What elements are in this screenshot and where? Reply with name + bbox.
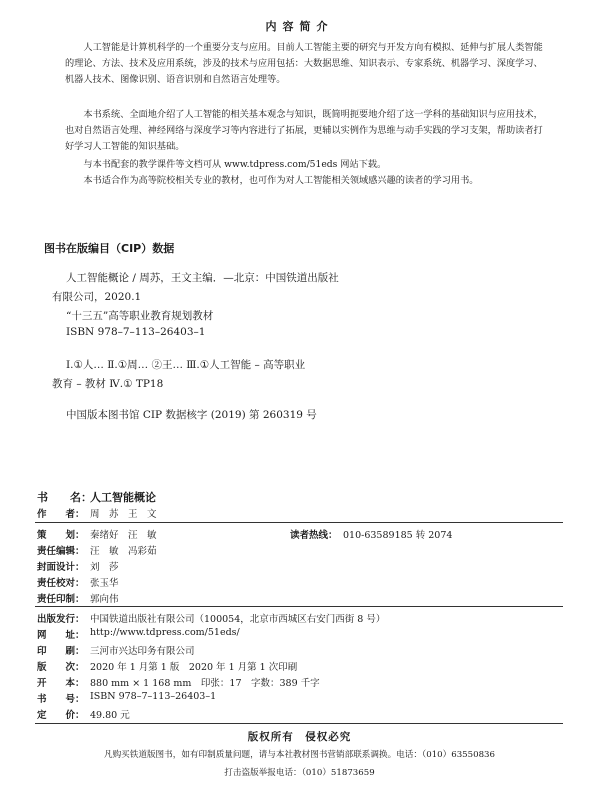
cip-classification: Ⅰ.①人… Ⅱ.①周… ②王… Ⅲ.①人工智能 – 高等职业 [66,359,306,371]
website-label: 网 址： [37,630,85,641]
print-manager: 郭向伟 [90,594,119,605]
book-title-label: 书 名： [37,491,92,504]
price: 49.80 元 [90,710,130,721]
planning-label: 策 划： [37,530,85,541]
author: 周 苏 王 文 [90,509,157,520]
isbn: ISBN 978–7–113–26403–1 [90,691,217,702]
intro-paragraph-1: 人工智能是计算机科学的一个重要分支与应用。目前人工智能主要的研究与开发方向有模拟、延伸与扩展人类智能的理论、方法、技术及应用系统，涉及的技术与应用包括：大数据思维、知识表示、专家系统、机器学习、深度学习、机器人技术、图像识别、语音识别和自然语言处理等。 [65,42,543,85]
format-label: 开 本： [37,678,85,689]
printer: 三河市兴达印务有限公司 [90,646,195,657]
editor: 汪 敏 冯彩茹 [90,546,157,557]
publisher: 中国铁道出版社有限公司（100054，北京市西城区右安门西街 8 号） [90,614,386,625]
cover-design: 刘 莎 [90,562,119,573]
intro-paragraph-2: 本书系统、全面地介绍了人工智能的相关基本观念与知识，既简明扼要地介绍了这一学科的基础知识与应用技术，也对自然语言处理、神经网络与深度学习等内容进行了拓展，更辅以实例作为思维与动手实践的学习支架，帮助读者打好学习人工智能的知识基础。 [65,109,543,152]
proofreader-label: 责任校对： [37,578,85,589]
planning: 秦绪好 汪 敏 [90,530,157,541]
edition-label: 版 次： [37,662,85,673]
cip-series: “十三五”高等职业教育规划教材 [66,310,214,322]
edition: 2020 年 1 月第 1 版 2020 年 1 月第 1 次印刷 [90,662,298,673]
author-label: 作 者： [37,509,85,520]
hotline: 010-63589185 转 2074 [343,530,453,541]
publisher-label: 出版发行： [37,614,85,625]
copyright-notice: 版权所有 侵权必究 [247,731,352,743]
cip-isbn: ISBN 978–7–113–26403–1 [66,326,206,338]
isbn-label: 书 号： [37,694,85,705]
cip-classification: 教育 – 教材 Ⅳ.① TP18 [52,378,164,390]
cip-heading: 图书在版编目（CIP）数据 [44,242,175,255]
website: http://www.tdpress.com/51eds/ [90,627,240,638]
proofreader: 张玉华 [90,578,119,589]
divider [35,723,563,724]
format: 880 mm × 1 168 mm 印张：17 字数：389 千字 [90,678,320,689]
piracy-report: 打击盗版举报电话：（010）51873659 [224,768,375,778]
editor-label: 责任编辑： [37,546,85,557]
divider [35,606,563,607]
hotline-label: 读者热线： [290,530,338,541]
printer-label: 印 刷： [37,646,85,657]
divider [35,522,563,523]
print-manager-label: 责任印制： [37,594,85,605]
intro-paragraph-4: 本书适合作为高等院校相关专业的教材，也可作为对人工智能相关领域感兴趣的读者的学习用书。 [83,175,479,186]
cip-line: 人工智能概论 / 周苏，王文主编．—北京：中国铁道出版社 [66,272,339,284]
cip-line: 有限公司，2020.1 [52,291,142,303]
cover-design-label: 封面设计： [37,562,85,573]
book-title: 人工智能概论 [90,491,156,504]
cip-record-number: 中国版本图书馆 CIP 数据核字 (2019) 第 260319 号 [66,409,317,421]
price-label: 定 价： [37,710,85,721]
intro-paragraph-3: 与本书配套的教学课件等文档可从 www.tdpress.com/51eds 网站下载。 [83,159,387,170]
intro-title: 内容简介 [265,20,334,33]
quality-notice: 凡购买铁道版图书，如有印制质量问题，请与本社教材图书营销部联系调换。电话：（010）63550836 [103,750,495,760]
